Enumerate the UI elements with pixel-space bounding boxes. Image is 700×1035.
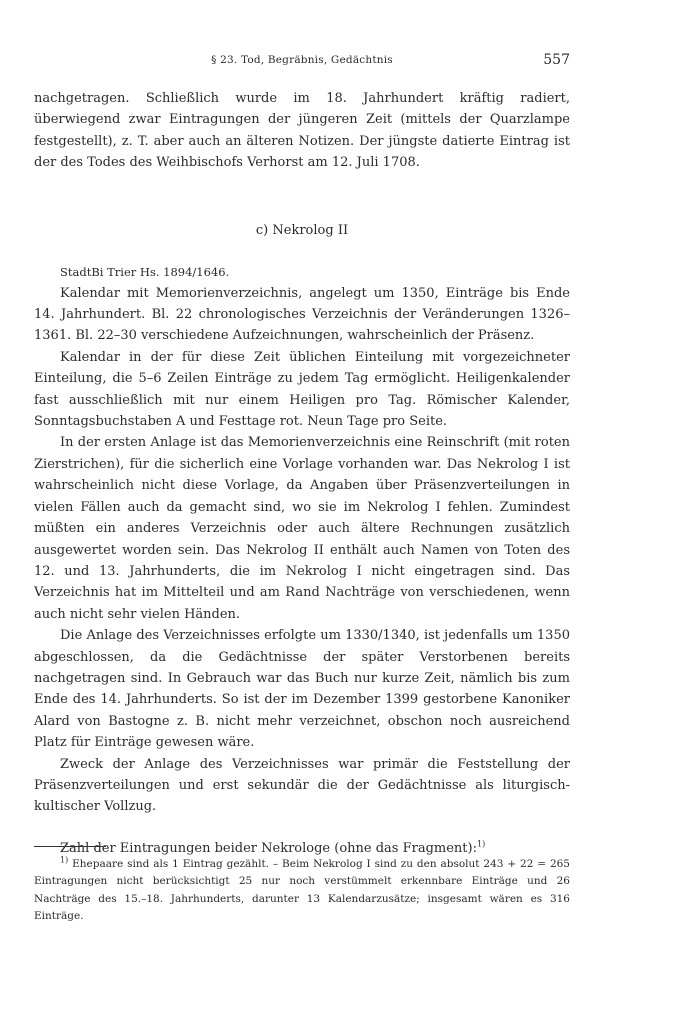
intro-paragraph: nachgetragen. Schließlich wurde im 18. Jahrhundert kräftig radiert, überwiegend zwar Eintragungen der jüngeren Zeit (mittels der Quarzlampe festgestellt), z. T. aber auch an älteren Notizen. Der jüngste datierte Eintrag ist der des Todes des Weihbischofs Verhorst am 12. Juli 1708.	[34, 91, 570, 171]
paragraph-purpose: Zweck der Anlage des Verzeichnisses war primär die Feststellung der Präsenzverteilungen und erst sekundär die der Gedächtnisse als liturgisch-kultischer Vollzug.	[34, 756, 570, 815]
main-text	[34, 88, 570, 859]
page-header	[34, 52, 570, 72]
paragraph-calendar: Kalendar in der für diese Zeit üblichen Einteilung mit vorgezeichneter Einteilung, die 5–6 Zeilen Einträge zu jedem Tag ermöglicht. Heiligenkalender fast ausschließlich mit nur einem Heiligen pro Tag. Römischer Kalender, Sonntagsbuchstaben A und Festtage rot. Neun Tage pro Seite.	[34, 349, 570, 430]
footnote	[34, 856, 570, 925]
paragraph-dating: Die Anlage des Verzeichnisses erfolgte um 1330/1340, ist jedenfalls um 1350 abgeschlossen, da die Gedächtnisse der später Verstorbenen bereits nachgetragen sind. In Gebrauch war das Buch nur kurze Zeit, nämlich bis zum Ende des 14. Jahrhunderts. So ist der im Dezember 1399 gestorbene Kanoniker Alard von Bastogne z. B. nicht mehr verzeichnet, obschon noch ausreichend Platz für Einträge gewesen wäre.	[34, 628, 570, 751]
paragraph-first-layout: In der ersten Anlage ist das Memorienverzeichnis eine Reinschrift (mit roten Zierstrichen), für die sicherlich eine Vorlage vorhanden war. Das Nekrolog I ist wahrscheinlich nicht diese Vorlage, da Angaben über Präsenzverteilungen in vielen Fällen auch da gemacht sind, wo sie im Nekrolog I fehlen. Zumindest müßten ein anderes Verzeichnis oder auch ältere Rechnungen zusätzlich ausgewertet worden sein. Das Nekrolog II enthält auch Namen von Toten des 12. und 13. Jahrhunderts, die im Nekrolog I nicht eingetragen sind. Das Verzeichnis hat im Mittelteil und am Rand Nachträge von verschiedenen, wenn auch nicht sehr vielen Händen.	[34, 435, 570, 622]
paragraph-description: Kalendar mit Memorienverzeichnis, angelegt um 1350, Einträge bis Ende 14. Jahrhundert. Bl. 22 chronologisches Verzeichnis der Veränderungen 1326–1361. Bl. 22–30 verschiedene Aufzeichnungen, wahrscheinlich der Präsenz.	[34, 285, 570, 344]
page-number: 557	[543, 52, 570, 68]
footnote-divider	[34, 846, 106, 847]
footnote-reference[interactable]: 1)	[476, 839, 486, 849]
section-heading: c) Nekrolog II	[255, 222, 349, 238]
running-title: § 23. Tod, Begräbnis, Gedächtnis	[211, 54, 393, 66]
count-line-text: Zahl der Eintragungen beider Nekrologe (ohne das Fragment):	[60, 840, 477, 856]
shelfmark: StadtBi Trier Hs. 1894/1646.	[60, 264, 230, 279]
footnote-text: Ehepaare sind als 1 Eintrag gezählt. – Beim Nekrolog I sind zu den absolut 243 + 22 = 265 Eintragungen nicht berücksichtigt 25 nur noch verstümmelt erkennbare Einträge und 26 Nachträge des 15.–18. Jahrhunderts, darunter 13 Kalendarzusätze; insgesamt wären es 316 Einträge.	[34, 858, 570, 922]
footnote-marker: 1)	[60, 855, 69, 865]
